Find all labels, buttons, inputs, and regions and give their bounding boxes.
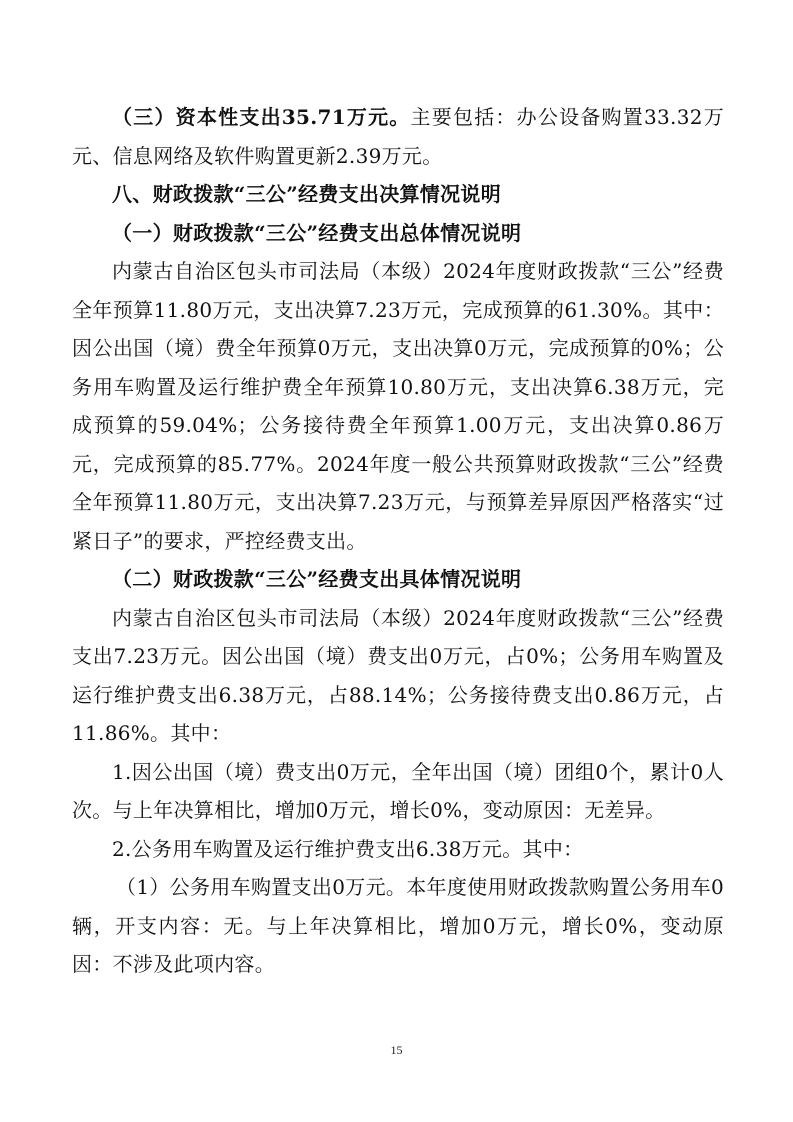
- document-body: [72, 98, 724, 984]
- detailed-situation-heading: （二）财政拨款“三公”经费支出具体情况说明: [112, 567, 522, 591]
- vehicle-expense-item: 2.公务用车购置及运行维护费支出6.38万元。其中：: [112, 836, 584, 861]
- overseas-expense-item: 1.因公出国（境）费支出0万元，全年出国（境）团组0个，累计0人次。与上年决算相比，增加0万元，增长0%，变动原因：无差异。: [72, 759, 724, 822]
- overall-situation-text: 内蒙古自治区包头市司法局（本级）2024年度财政拨款“三公”经费全年预算11.80万元，支出决算7.23万元，完成预算的61.30%。其中：因公出国（境）费全年预算0万元，支出决算0万元，完成预算的0%；公务用车购置及运行维护费全年预算10.80万元，支出决算6.38万元，完成预算的59.04%；公务接待费全年预算1.00万元，支出决算0.86万元，完成预算的85.77%。2024年度一般公共预算财政拨款“三公”经费全年预算11.80万元，支出决算7.23万元，与预算差异原因严格落实“过紧日子”的要求，严控经费支出。: [72, 259, 724, 553]
- vehicle-purchase-subitem: （1）公务用车购置支出0万元。本年度使用财政拨款购置公务用车0辆，开支内容：无。与上年决算相比，增加0万元，增长0%，变动原因：不涉及此项内容。: [72, 875, 724, 976]
- overall-situation-heading: （一）财政拨款“三公”经费支出总体情况说明: [112, 220, 522, 245]
- detailed-situation-text: 内蒙古自治区包头市司法局（本级）2024年度财政拨款“三公”经费支出7.23万元。因公出国（境）费支出0万元，占0%；公务用车购置及运行维护费支出6.38万元，占88.14%；公务接待费支出0.86万元，占11.86%。其中：: [72, 605, 724, 745]
- page-number: 15: [390, 1043, 403, 1057]
- capital-expenditure-heading: （三）资本性支出35.71万元。: [112, 105, 411, 129]
- capital-expenditure-text: 主要包括：办公设备购置33.32万元、信息网络及软件购置更新2.39万元。: [72, 105, 724, 168]
- section-eight-heading: 八、财政拨款“三公”经费支出决算情况说明: [112, 182, 502, 206]
- capital-expenditure-paragraph: [72, 98, 724, 175]
